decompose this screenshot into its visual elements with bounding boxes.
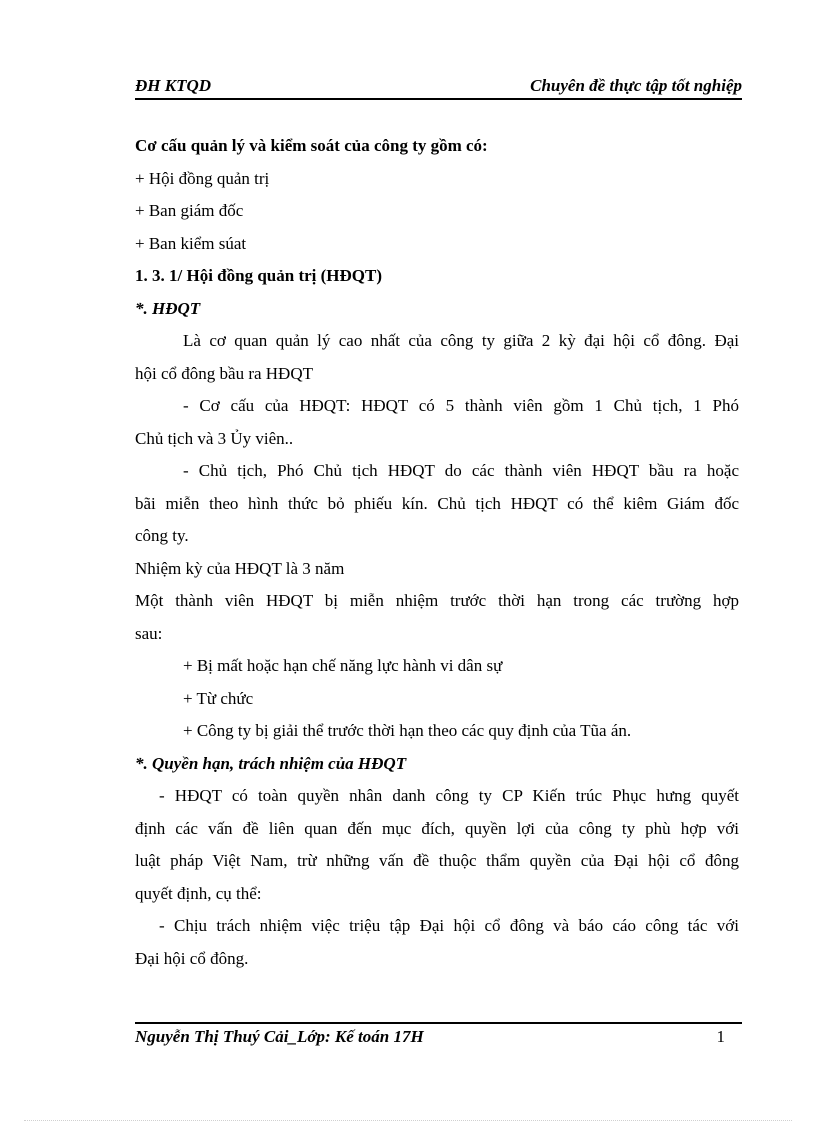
paragraph-line: - HĐQT có toàn quyền nhân danh công ty CP Kiến trúc Phục hưng quyết (159, 786, 739, 805)
paragraph-line: sau: (135, 623, 163, 643)
list-item: + Bị mất hoặc hạn chế năng lực hành vi dân sự (183, 656, 503, 675)
list-item: + Ban giám đốc (135, 201, 244, 220)
paragraph-line: Đại hội cổ đông. (135, 948, 249, 968)
page-number: 1 (716, 1027, 725, 1046)
paragraph-line: - Chủ tịch, Phó Chủ tịch HĐQT do các thành viên HĐQT bầu ra hoặc (183, 461, 739, 480)
subsection-heading: *. HĐQT (135, 298, 201, 318)
document-body (135, 130, 739, 975)
page-footer (135, 1027, 725, 1047)
paragraph-line: Nhiệm kỳ của HĐQT là 3 năm (135, 558, 345, 578)
list-item: + Công ty bị giải thể trước thời hạn theo các quy định của Tũa án. (183, 721, 632, 740)
section-heading: 1. 3. 1/ Hội đồng quản trị (HĐQT) (135, 266, 383, 285)
paragraph-line: - Cơ cấu của HĐQT: HĐQT có 5 thành viên gồm 1 Chủ tịch, 1 Phó (183, 396, 739, 415)
header-divider (135, 98, 742, 100)
section-intro-heading: Cơ cấu quản lý và kiểm soát của công ty gồm có: (135, 136, 488, 155)
footer-author: Nguyễn Thị Thuý Cải_Lớp: Kế toán 17H (135, 1027, 424, 1046)
list-item: + Hội đồng quản trị (135, 168, 270, 188)
paragraph-line: - Chịu trách nhiệm việc triệu tập Đại hội cổ đông và báo cáo công tác với (159, 916, 739, 935)
paragraph-line: hội cổ đông bầu ra HĐQT (135, 363, 313, 383)
header-right: Chuyên đề thực tập tốt nghiệp (530, 76, 742, 95)
paragraph-line: quyết định, cụ thể: (135, 883, 262, 903)
header-left: ĐH KTQD (135, 76, 212, 95)
footer-divider (135, 1022, 742, 1024)
paragraph-line: luật pháp Việt Nam, trừ những vấn đề thuộc thẩm quyền của Đại hội cổ đông (135, 851, 739, 870)
list-item: + Ban kiểm súat (135, 233, 247, 253)
paragraph-line: định các vấn đề liên quan đến mục đích, quyền lợi của công ty phù hợp với (135, 818, 739, 838)
page-edge-divider (24, 1120, 792, 1121)
page-header (135, 76, 742, 96)
list-item: + Từ chức (183, 688, 254, 708)
paragraph-line: Là cơ quan quản lý cao nhất của công ty giữa 2 kỳ đại hội cổ đông. Đại (183, 331, 739, 350)
subsection-heading: *. Quyền hạn, trách nhiệm của HĐQT (135, 753, 407, 773)
paragraph-line: Chủ tịch và 3 Ủy viên.. (135, 428, 294, 448)
paragraph-line: công ty. (135, 526, 189, 545)
paragraph-line: bãi miễn theo hình thức bỏ phiếu kín. Chủ tịch HĐQT có thể kiêm Giám đốc (135, 493, 739, 513)
paragraph-line: Một thành viên HĐQT bị miễn nhiệm trước thời hạn trong các trường hợp (135, 591, 739, 610)
